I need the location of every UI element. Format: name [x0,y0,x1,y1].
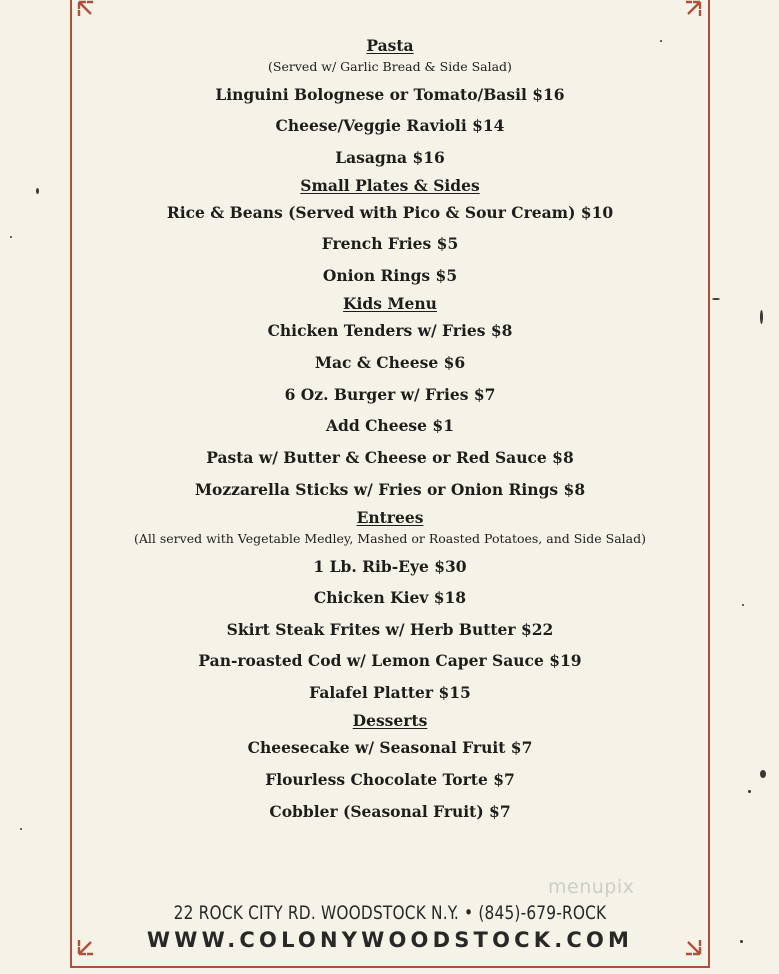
menu-item: Flourless Chocolate Torte $7 [265,769,515,789]
menu-item: Cheese/Veggie Ravioli $14 [275,116,505,135]
section-heading: Desserts [352,710,428,730]
menu-item: Chicken Kiev $18 [313,587,467,607]
menu-item: Mozzarella Sticks w/ Fries or Onion Rings $8 [194,479,586,499]
menu-item: Falafel Platter $15 [309,683,471,703]
menu-item: Onion Rings $5 [322,266,458,286]
kids-menu-section [72,292,708,506]
footer-address: 22 ROCK CITY RD. WOODSTOCK N.Y. • (845)-679-ROCK [173,902,607,924]
menu-item: French Fries $5 [321,234,459,254]
menu-item: Add Cheese $1 [326,416,454,436]
entrees-section [72,506,708,709]
menu-item: Chicken Tenders w/ Fries $8 [267,320,513,340]
menu-item: Cobbler (Seasonal Fruit) $7 [269,801,511,821]
paper-speck [10,236,12,238]
small-plates-section [72,174,708,292]
corner-ornament-icon [77,0,99,22]
menu-item: Rice & Beans (Served with Pico & Sour Cream) $10 [166,202,614,222]
menu-item: Mac & Cheese $6 [314,352,466,372]
menu-item: Cheesecake w/ Seasonal Fruit $7 [247,737,533,757]
paper-speck [660,40,662,42]
paper-speck [760,770,766,778]
section-heading: Small Plates & Sides [300,175,480,195]
menu-item: Pasta w/ Butter & Cheese or Red Sauce $8 [206,448,574,468]
section-note: (All served with Vegetable Medley, Mashed or Roasted Potatoes, and Side Salad) [133,530,647,546]
menu-item: Lasagna $16 [335,147,445,167]
paper-speck [712,298,720,300]
paper-speck [36,188,39,194]
desserts-section [72,709,708,827]
paper-speck [760,310,763,324]
section-heading: Kids Menu [343,293,437,313]
menu-item: 1 Lb. Rib-Eye $30 [313,556,467,576]
menu-item: Skirt Steak Frites w/ Herb Butter $22 [226,619,554,639]
paper-speck [20,828,22,830]
section-note: (Served w/ Garlic Bread & Side Salad) [268,59,512,74]
menu-item: Linguini Bolognese or Tomato/Basil $16 [215,85,565,104]
section-heading: Pasta [366,36,414,55]
section-heading: Entrees [356,507,424,527]
paper-speck [748,790,751,793]
menu-item: 6 Oz. Burger w/ Fries $7 [284,384,496,404]
menu-content [72,34,708,827]
corner-ornament-icon [680,0,702,22]
footer-website: WWW.COLONYWOODSTOCK.COM [146,928,634,952]
pasta-section [72,34,708,174]
paper-speck [740,940,743,943]
paper-speck [742,604,744,606]
watermark-logo: menupix [548,876,635,898]
menu-item: Pan-roasted Cod w/ Lemon Caper Sauce $19 [198,651,582,671]
